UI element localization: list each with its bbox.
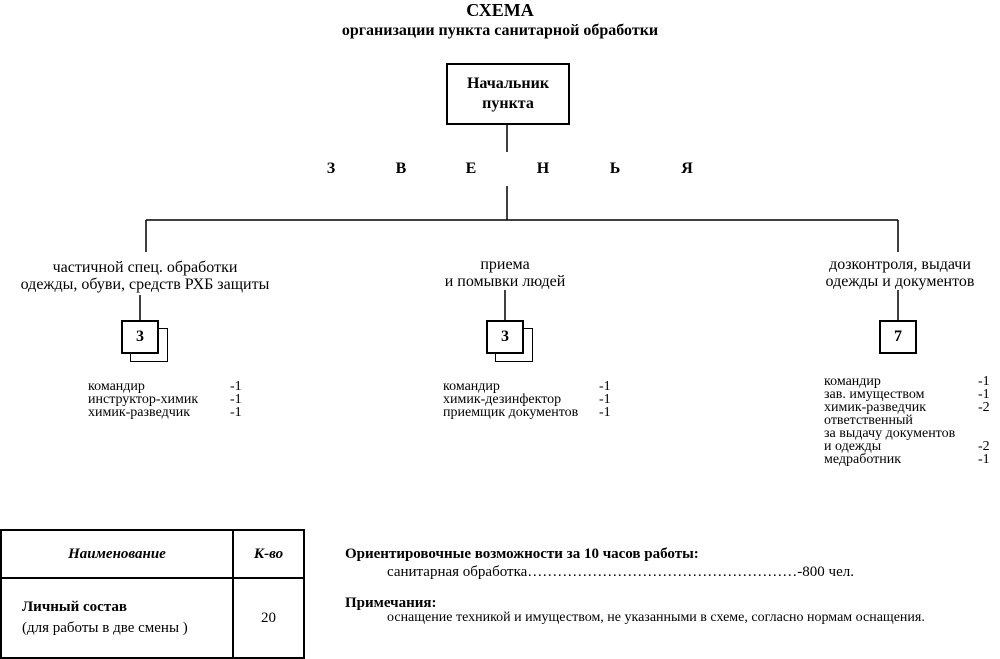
staff-name: командир [88, 379, 145, 394]
unit2-title-line2: и помывки людей [444, 273, 566, 290]
spread-letter: З [326, 160, 336, 177]
diagram-subtitle: организации пункта санитарной обработки [341, 22, 659, 39]
unit3-title [800, 256, 1000, 290]
header-name-cell: Наименование [1, 530, 233, 578]
spread-letter: В [395, 160, 407, 177]
staff-name: и одежды [824, 439, 882, 454]
staff-name: зав. имуществом [824, 387, 925, 402]
unit1-title-line1: частичной спец. обработки [52, 259, 238, 276]
unit1-title [0, 259, 290, 293]
capabilities-heading: Ориентировочные возможности за 10 часов работы: [345, 546, 699, 562]
staff-qty: -2 [978, 439, 990, 454]
staff-name: медработник [824, 452, 902, 467]
staff-qty: -1 [599, 405, 611, 420]
staff-qty: -1 [599, 379, 611, 394]
staff-qty: -1 [230, 392, 242, 407]
staff-name: химик-разведчик [824, 400, 927, 415]
diagram-title: СХЕМА [466, 0, 534, 20]
unit3-count-box: 7 [879, 320, 917, 354]
row-name: Личный состав [22, 599, 127, 615]
unit1-count-box: 3 [121, 320, 159, 354]
row-name-cell [1, 578, 233, 658]
staff-name: инструктор-химик [88, 392, 199, 407]
capabilities-line: санитарная обработка………………………………………………-800 чел. [387, 564, 854, 580]
unit2-count-box: 3 [486, 320, 524, 354]
unit3-staff-qty [978, 375, 1000, 466]
spread-letter: Е [465, 160, 477, 177]
staff-name: за выдачу документов [824, 426, 956, 441]
unit3-staff-list [824, 375, 955, 466]
staff-qty: -2 [978, 400, 990, 415]
spread-letter: Я [681, 160, 693, 177]
personnel-table [0, 529, 305, 659]
spread-letter: Н [536, 160, 550, 177]
chief-label-line2: пункта [482, 95, 534, 112]
unit2-staff-qty [599, 380, 611, 419]
unit3-title-line2: одежды и документов [825, 273, 975, 290]
spread-letter: Ь [609, 160, 621, 177]
header-qty-cell: К-во [233, 530, 304, 578]
staff-name: ответственный [824, 413, 913, 428]
unit2-staff-list [443, 380, 578, 419]
staff-qty [978, 414, 1000, 427]
staff-qty: -1 [230, 379, 242, 394]
staff-name: химик-дезинфектор [443, 392, 562, 407]
unit2-title-line1: приема [480, 256, 530, 273]
table-row [1, 578, 304, 658]
staff-qty: -1 [599, 392, 611, 407]
staff-qty: -1 [978, 387, 990, 402]
staff-name: командир [443, 379, 500, 394]
staff-qty: -1 [230, 405, 242, 420]
chief-box [446, 63, 570, 125]
unit2-title [405, 256, 605, 290]
unit1-staff-list [88, 380, 198, 419]
row-qty-cell: 20 [233, 578, 304, 658]
unit3-title-line1: дозконтроля, выдачи [829, 256, 971, 273]
notes-text: оснащение техникой и имуществом, не указанными в схеме, согласно нормам оснащения. [387, 610, 925, 625]
unit1-title-line2: одежды, обуви, средств РХБ защиты [20, 276, 270, 293]
unit1-staff-qty [230, 380, 242, 419]
chief-label-line1: Начальник [466, 75, 550, 92]
staff-name: командир [824, 374, 881, 389]
staff-name: химик-разведчик [88, 405, 191, 420]
staff-name: приемщик документов [443, 405, 579, 420]
staff-qty: -1 [978, 374, 990, 389]
notes-heading: Примечания: [345, 595, 437, 611]
staff-qty: -1 [978, 452, 990, 467]
row-note: (для работы в две смены ) [22, 620, 188, 636]
table-header-row [1, 530, 304, 578]
